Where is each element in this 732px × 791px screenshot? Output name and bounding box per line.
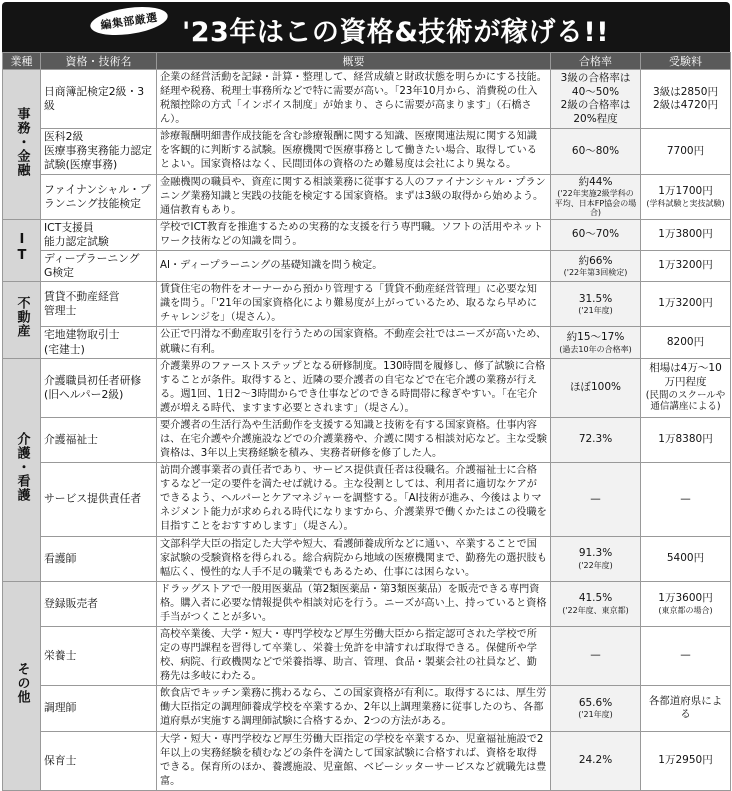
table-row bbox=[3, 282, 731, 327]
column-header-pass-rate: 合格率 bbox=[551, 53, 641, 70]
exam-fee: 各都道府県による bbox=[641, 686, 731, 731]
exam-fee-value: 1万1700円 bbox=[658, 185, 713, 198]
category-cell-it: IT bbox=[3, 219, 41, 281]
exam-fee: 1万3800円 bbox=[641, 219, 731, 250]
qualification-description: 高校卒業後、大学・短大・専門学校など厚生労働大臣から指定認可された学校で所定の専門課程を習得して卒業し、栄養士免許を申請すれば取得できる。保健所や学校、病院、行政機関などで栄養指導、助言、管理、食品・製薬会社の社員など、勤務先は多岐にわたる。 bbox=[157, 626, 551, 685]
table-row bbox=[3, 731, 731, 790]
qualification-description: 公正で円滑な不動産取引を行うための国家資格。不動産会社ではニーズが高いため、就職に有利。 bbox=[157, 327, 551, 358]
pass-rate-note: (過去10年の合格率) bbox=[559, 344, 632, 354]
table-row bbox=[3, 536, 731, 581]
qualification-name: 日商簿記検定2級・3級 bbox=[41, 70, 157, 129]
column-header-fee: 受験料 bbox=[641, 53, 731, 70]
exam-fee: 7700円 bbox=[641, 129, 731, 174]
pass-rate-value: 65.6% bbox=[578, 696, 613, 709]
pass-rate bbox=[551, 327, 641, 358]
exam-fee-note: (民間のスクールや通信講座による) bbox=[645, 389, 726, 413]
table-row bbox=[3, 129, 731, 174]
table-row bbox=[3, 581, 731, 626]
category-cell-care: 介護・看護 bbox=[3, 358, 41, 581]
exam-fee: — bbox=[641, 626, 731, 685]
table-row bbox=[3, 70, 731, 129]
qualification-name: 医科2級 医療事務実務能力認定試験(医療事務) bbox=[41, 129, 157, 174]
pass-rate-note: ('21年度) bbox=[578, 306, 613, 316]
badge-text: 編集部厳選 bbox=[99, 11, 159, 32]
table-row bbox=[3, 174, 731, 219]
pass-rate-value: 約44% bbox=[578, 175, 613, 188]
qualification-description: 飲食店でキッチン業務に携わるなら、この国家資格が有利に。取得するには、厚生労働大臣指定の調理師養成学校を卒業するか、2年以上調理業務に従事したのち、各都道府県が実施する調理師試験に合格するか、2つの方法がある。 bbox=[157, 686, 551, 731]
table-header-row bbox=[3, 53, 731, 70]
table-row bbox=[3, 626, 731, 685]
qualification-name: ファイナンシャル・プランニング技能検定 bbox=[41, 174, 157, 219]
column-header-name: 資格・技術名 bbox=[41, 53, 157, 70]
pass-rate-note: ('22年実施2級学科の平均、日本FP協会の場合) bbox=[554, 189, 637, 218]
table-row bbox=[3, 358, 731, 417]
pass-rate bbox=[551, 536, 641, 581]
category-cell-finance: 事務・金融 bbox=[3, 70, 41, 220]
pass-rate-value: 41.5% bbox=[578, 592, 613, 605]
editor-pick-badge bbox=[86, 0, 171, 41]
exam-fee: 8200円 bbox=[641, 327, 731, 358]
exam-fee: 3級は2850円 2級は4720円 bbox=[641, 70, 731, 129]
exam-fee: 1万3200円 bbox=[641, 282, 731, 327]
qualification-description: ドラッグストアで一般用医薬品（第2類医薬品・第3類医薬品）を販売できる専門資格。購入者に必要な情報提供や相談対応を行う。ニーズが高い上、持っていると資格手当がつくことが多い。 bbox=[157, 581, 551, 626]
qualification-description: 要介護者の生活行為や生活動作を支援する知識と技術を有する国家資格。仕事内容は、在宅介護や介護施設などでの介護業務や、介護に関する相談対応など。主な受験資格は、3年以上実務経験を積み、実務者研修を修了した人。 bbox=[157, 417, 551, 462]
qualification-description: 金融機関の職員や、資産に関する相談業務に従事する人のファイナンシャル・プランニング業務知識と実践の技能を検定する国家資格。まずは3級の取得から始めよう。通信教育もあり。 bbox=[157, 174, 551, 219]
pass-rate-note: ('21年度) bbox=[578, 710, 613, 720]
pass-rate: — bbox=[551, 626, 641, 685]
qualification-description: 賃貸住宅の物件をオーナーから預かり管理する「賃貸不動産経営管理」に必要な知識を問う。「'21年の国家資格化により難易度が上がっているため、取るなら早めにチャレンジを」（堤さん）。 bbox=[157, 282, 551, 327]
qualification-description: 大学・短大・専門学校など厚生労働大臣指定の学校を卒業するか、児童福祉施設で2年以上の実務経験を積むなどの条件を満たして国家試験に合格すれば、資格を取得できる。保育所のほか、養護施設、児童館、ベビーシッターサービスなど就職先は豊富。 bbox=[157, 731, 551, 790]
exam-fee-value: 1万3600円 bbox=[658, 592, 713, 605]
pass-rate: ほぼ100% bbox=[551, 358, 641, 417]
qualification-description: 企業の経営活動を記録・計算・整理して、経営成績と財政状態を明らかにする技能。経理や税務、税理士事務所などで特に需要が高い。「23年10月から、消費税の仕入税額控除の方式「インボイス制度」が始まり、さらに需要が高まります」（石橋さん）。 bbox=[157, 70, 551, 129]
pass-rate bbox=[551, 686, 641, 731]
header-banner bbox=[2, 2, 730, 52]
qualification-description: 介護業界のファーストステップとなる研修制度。130時間を履修し、修了試験に合格することが条件。取得すると、近隣の要介護者の自宅などで在宅介護の業務が行える。週1回、1日2〜3時間からでき仕事などのできる時間帯に稼ぎやすい。「在宅介護が増える時代、ますます必要とされます」（堤さん）。 bbox=[157, 358, 551, 417]
qualification-description: AI・ディープラーニングの基礎知識を問う検定。 bbox=[157, 251, 551, 282]
qualifications-table bbox=[2, 52, 731, 791]
pass-rate: 60〜80% bbox=[551, 129, 641, 174]
qualification-description: 学校でICT教育を推進するための実務的な支援を行う専門職。ソフトの活用やネットワーク技術などの知識を問う。 bbox=[157, 219, 551, 250]
category-cell-realestate: 不動産 bbox=[3, 282, 41, 358]
table-row bbox=[3, 219, 731, 250]
qualification-description: 診療報酬明細書作成技能を含む診療報酬に関する知識、医療関連法規に関する知識を客観的に判断する試験。医療機関で医療事務として働きたい場合、取得しているとよい。国家資格はなく、民間団体の資格のため難易度は会社により異なる。 bbox=[157, 129, 551, 174]
table-row bbox=[3, 417, 731, 462]
pass-rate bbox=[551, 282, 641, 327]
qualification-name: 賃貸不動産経営 管理士 bbox=[41, 282, 157, 327]
pass-rate-note: ('22年度) bbox=[578, 560, 613, 570]
pass-rate-value: 約66% bbox=[578, 254, 613, 267]
pass-rate: 60〜70% bbox=[551, 219, 641, 250]
pass-rate-note: ('22年度、東京都) bbox=[562, 605, 629, 615]
pass-rate bbox=[551, 251, 641, 282]
exam-fee-note: (学科試験と実技試験) bbox=[646, 198, 725, 208]
exam-fee: 1万2950円 bbox=[641, 731, 731, 790]
exam-fee: 1万8380円 bbox=[641, 417, 731, 462]
qualification-name: 栄養士 bbox=[41, 626, 157, 685]
pass-rate: 24.2% bbox=[551, 731, 641, 790]
qualification-name: 介護福祉士 bbox=[41, 417, 157, 462]
pass-rate bbox=[551, 581, 641, 626]
qualification-name: ディープラーニング G検定 bbox=[41, 251, 157, 282]
qualification-name: 保育士 bbox=[41, 731, 157, 790]
qualification-name: サービス提供責任者 bbox=[41, 463, 157, 536]
exam-fee-note: (東京都の場合) bbox=[658, 605, 713, 615]
qualification-description: 訪問介護事業者の責任者であり、サービス提供責任者は役職名。介護福祉士に合格するなど一定の要件を満たせば就ける。主な役割としては、利用者に適切なケアができるよう、ヘルパーとケアマネジャーを調整する。「AI技術が進み、今後はよりマネジメント能力が求められる時代になりますから、介護業界で働くかたはこの役職を目指すことをおすすめします」（堤さん）。 bbox=[157, 463, 551, 536]
exam-fee bbox=[641, 358, 731, 417]
qualification-name: 登録販売者 bbox=[41, 581, 157, 626]
table-row bbox=[3, 327, 731, 358]
exam-fee: 5400円 bbox=[641, 536, 731, 581]
qualification-name: ICT支援員 能力認定試験 bbox=[41, 219, 157, 250]
qualification-name: 調理師 bbox=[41, 686, 157, 731]
pass-rate-value: 約15〜17% bbox=[566, 330, 625, 343]
qualification-name: 介護職員初任者研修 (旧ヘルパー2級) bbox=[41, 358, 157, 417]
exam-fee-value: 相場は4万〜10万円程度 bbox=[649, 362, 722, 388]
exam-fee bbox=[641, 581, 731, 626]
qualification-name: 看護師 bbox=[41, 536, 157, 581]
exam-fee: 1万3200円 bbox=[641, 251, 731, 282]
pass-rate: — bbox=[551, 463, 641, 536]
qualification-description: 文部科学大臣の指定した大学や短大、看護師養成所などに通い、卒業することで国家試験の受験資格を得られる。総合病院から地域の医療機関まで、勤務先の選択肢も幅広く、慢性的な人手不足の職業でもあるため、仕事には困らない。 bbox=[157, 536, 551, 581]
table-row bbox=[3, 463, 731, 536]
pass-rate-note: ('22年第3回検定) bbox=[563, 268, 628, 278]
pass-rate bbox=[551, 174, 641, 219]
pass-rate: 72.3% bbox=[551, 417, 641, 462]
pass-rate-value: 31.5% bbox=[578, 292, 613, 305]
table-row bbox=[3, 251, 731, 282]
table-row bbox=[3, 686, 731, 731]
exam-fee bbox=[641, 174, 731, 219]
category-cell-other: その他 bbox=[3, 581, 41, 790]
pass-rate-value: 91.3% bbox=[578, 547, 613, 560]
page-title: '23年はこの資格&技術が稼げる!! bbox=[182, 17, 610, 48]
pass-rate: 3級の合格率は40〜50% 2級の合格率は20%程度 bbox=[551, 70, 641, 129]
column-header-category: 業種 bbox=[3, 53, 41, 70]
column-header-description: 概要 bbox=[157, 53, 551, 70]
exam-fee: — bbox=[641, 463, 731, 536]
qualification-name: 宅地建物取引士 (宅建士) bbox=[41, 327, 157, 358]
